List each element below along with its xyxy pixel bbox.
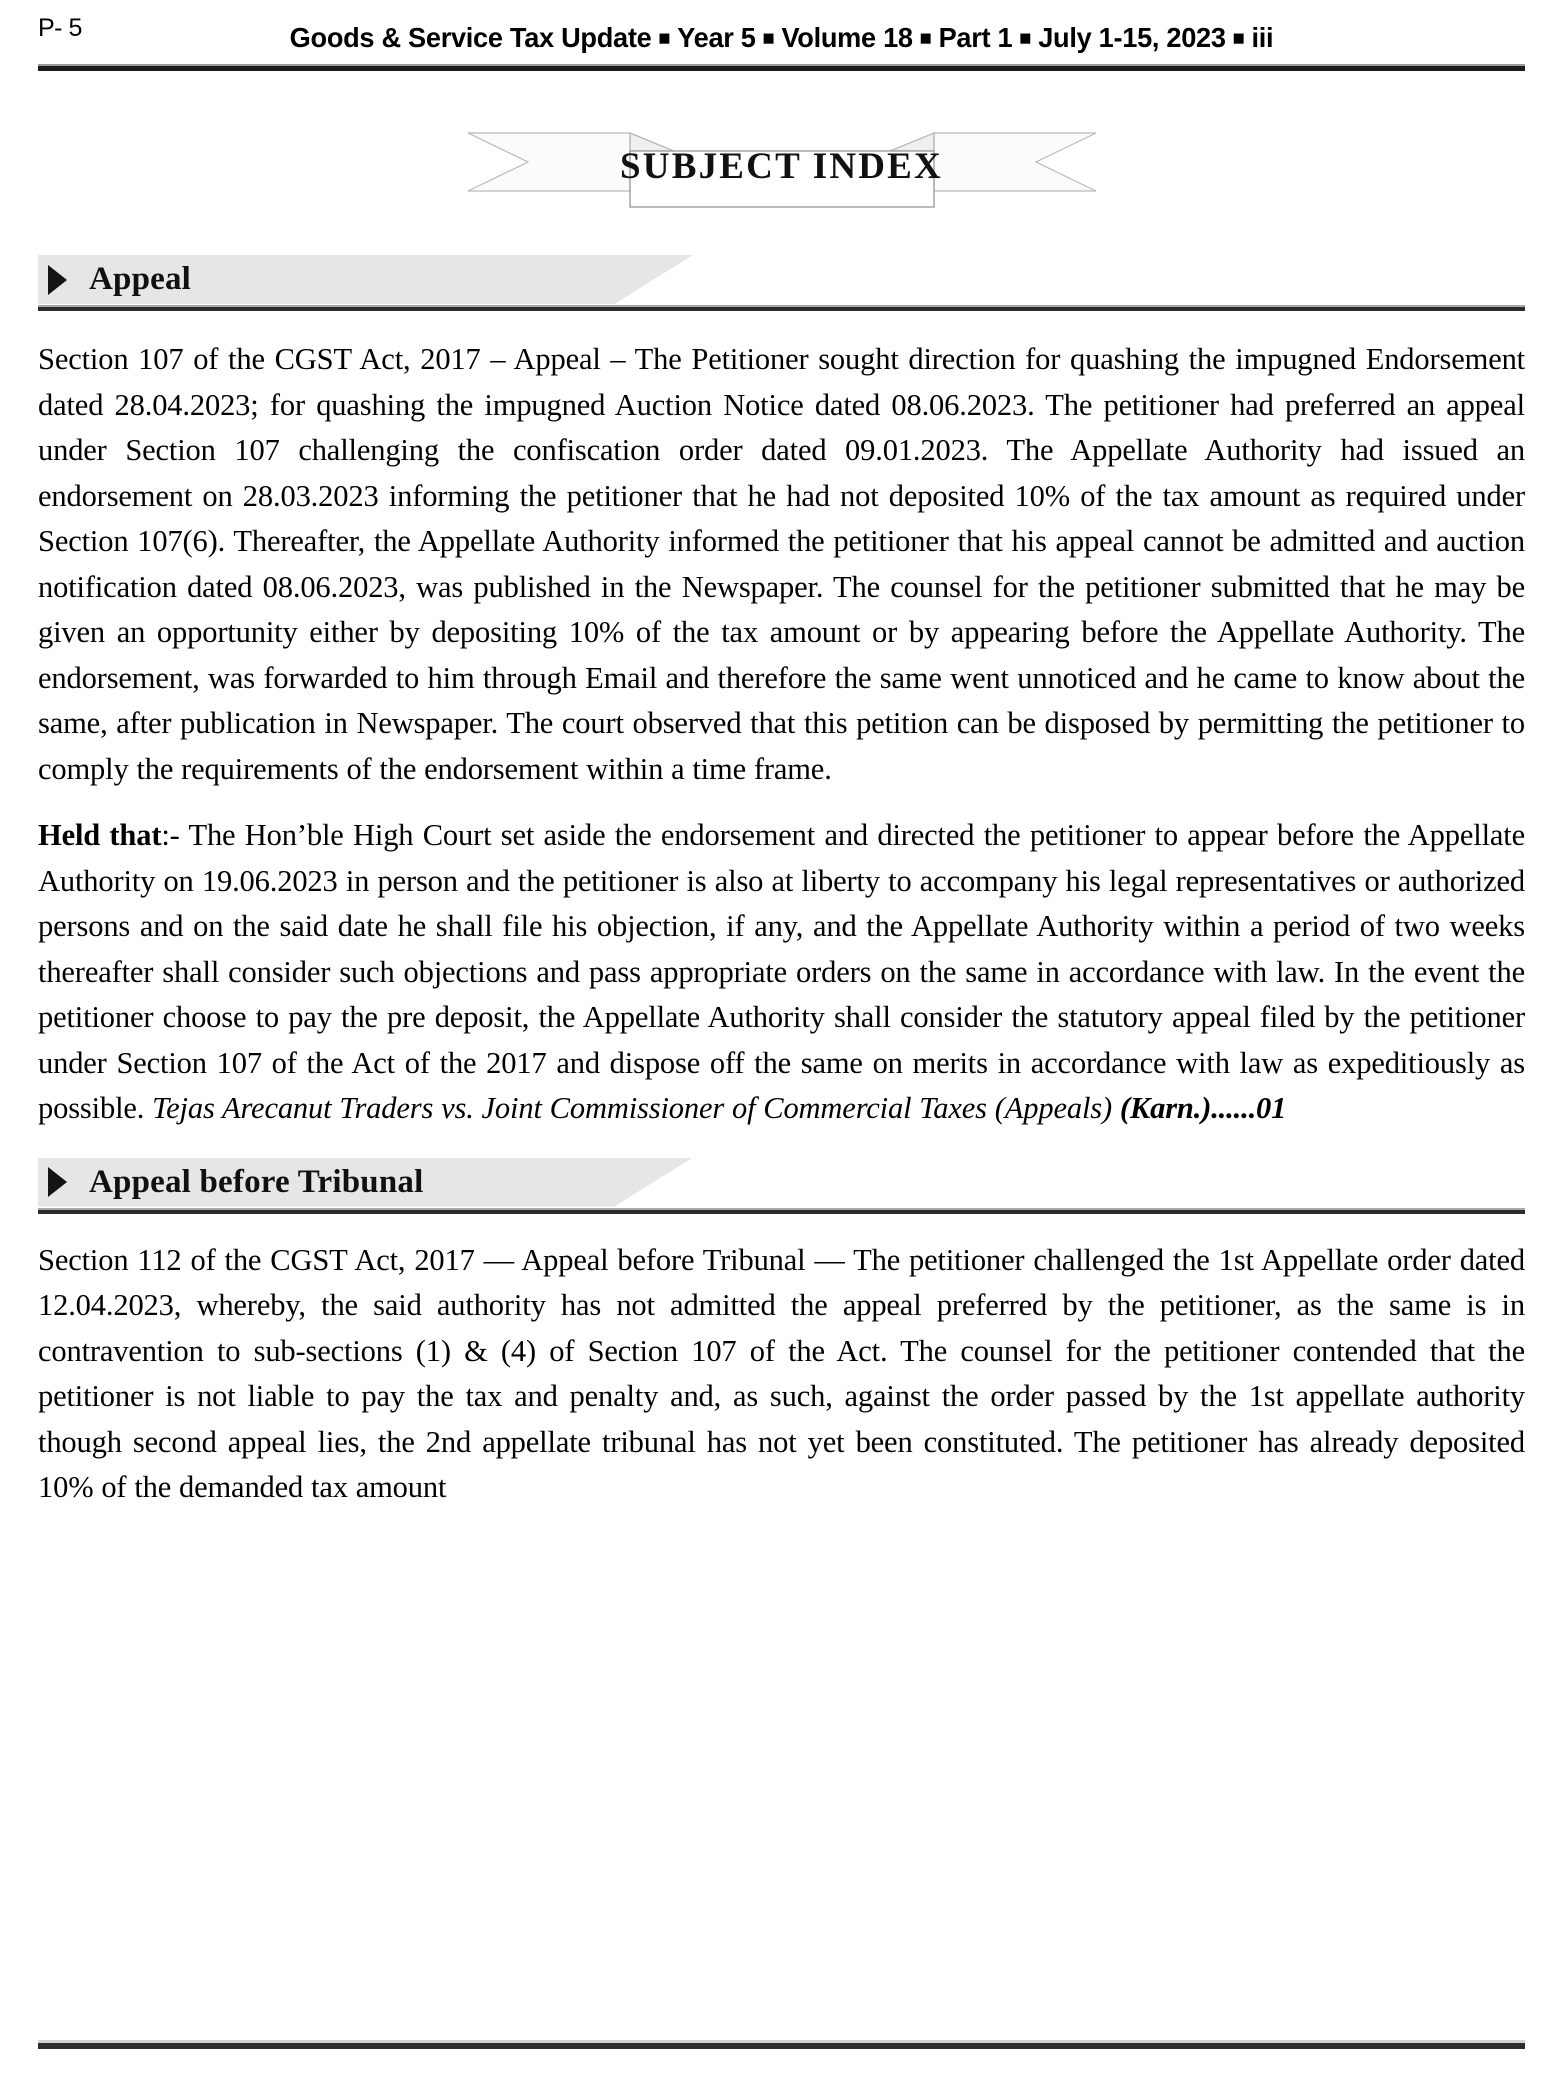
case-citation-court-page: (Karn.)......01 bbox=[1119, 1091, 1287, 1125]
header-rule bbox=[38, 64, 1525, 71]
journal-volume: Volume 18 bbox=[781, 22, 913, 53]
running-head-title bbox=[60, 22, 1502, 54]
running-head bbox=[38, 0, 1525, 62]
journal-name: Goods & Service Tax Update bbox=[289, 22, 652, 53]
separator-square-icon: ■ bbox=[1232, 27, 1245, 50]
journal-page-roman: iii bbox=[1251, 22, 1274, 53]
section-title: Appeal before Tribunal bbox=[89, 1163, 424, 1200]
triangle-bullet-icon bbox=[48, 265, 67, 295]
journal-date: July 1-15, 2023 bbox=[1038, 22, 1226, 53]
triangle-bullet-icon bbox=[48, 1167, 67, 1197]
paragraph-appeal-held bbox=[38, 813, 1525, 1132]
journal-part: Part 1 bbox=[938, 22, 1013, 53]
separator-square-icon: ■ bbox=[919, 27, 932, 50]
section-rule bbox=[38, 1208, 1525, 1214]
journal-year: Year 5 bbox=[677, 22, 756, 53]
held-that-label: Held that bbox=[38, 818, 162, 852]
footer-rule bbox=[38, 2040, 1525, 2049]
paragraph-appeal-facts: Section 107 of the CGST Act, 2017 – Appeal – The Petitioner sought direction for quashing the impugned Endorsement dated 28.04.2023; for quashing the impugned Auction Notice dated 08.06.2023. The petitioner had preferred an appeal under Section 107 challenging the confiscation order dated 09.01.2023. The Appellate Authority had issued an endorsement on 28.03.2023 informing the petitioner that he had not deposited 10% of the tax amount as required under Section 107(6). Thereafter, the Appellate Authority informed the petitioner that his appeal cannot be admitted and auction notification dated 08.06.2023, was published in the Newspaper. The counsel for the petitioner submitted that he may be given an opportunity either by depositing 10% of the tax amount or by appearing before the Appellate Authority. The endorsement, was forwarded to him through Email and therefore the same went unnoticed and he came to know about the same, after publication in Newspaper. The court observed that this petition can be disposed by permitting the petitioner to comply the requirements of the endorsement within a time frame. bbox=[38, 342, 1525, 786]
banner-title: SUBJECT INDEX bbox=[620, 146, 943, 187]
section-title: Appeal bbox=[89, 261, 192, 297]
separator-square-icon: ■ bbox=[658, 27, 671, 50]
separator-square-icon: ■ bbox=[762, 27, 775, 50]
paragraph-tribunal-facts: Section 112 of the CGST Act, 2017 — Appeal before Tribunal — The petitioner challenged the 1st Appellate order dated 12.04.2023, whereby, the said authority has not admitted the appeal preferred by the petitioner, as the same is in contravention to sub-sections (1) & (4) of Section 107 of the Act. The counsel for the petitioner contended that the petitioner is not liable to pay the tax and penalty and, as such, against the order passed by the 1st appellate authority though second appeal lies, the 2nd appellate tribunal has not yet been constituted. The petitioner has already deposited 10% of the demanded tax amount bbox=[38, 1242, 1525, 1504]
section-header-appeal-before-tribunal bbox=[38, 1158, 1525, 1207]
banner-area bbox=[38, 107, 1525, 247]
section-rule bbox=[38, 305, 1525, 311]
page-folio: P- 5 bbox=[38, 14, 82, 42]
held-that-text: :- The Hon’ble High Court set aside the endorsement and directed the petitioner to appear before the Appellate Authority on 19.06.2023 in person and the petitioner is also at liberty to accompany his legal representatives or authorized persons and on the said date he shall file his objection, if any, and the Appellate Authority within a period of two weeks thereafter shall consider such objections and pass appropriate orders on the same in accordance with law. In the event the petitioner choose to pay the pre deposit, the Appellate Authority shall consider the statutory appeal filed by the petitioner under Section 107 of the Act of the 2017 and dispose off the same on merits in accordance with law as expeditiously as possible. bbox=[38, 818, 1525, 1125]
section-header-appeal bbox=[38, 255, 1525, 304]
subject-index-ribbon bbox=[462, 107, 1102, 217]
case-citation: Tejas Arecanut Traders vs. Joint Commissioner of Commercial Taxes (Appeals) bbox=[152, 1091, 1120, 1125]
separator-square-icon: ■ bbox=[1019, 27, 1032, 50]
